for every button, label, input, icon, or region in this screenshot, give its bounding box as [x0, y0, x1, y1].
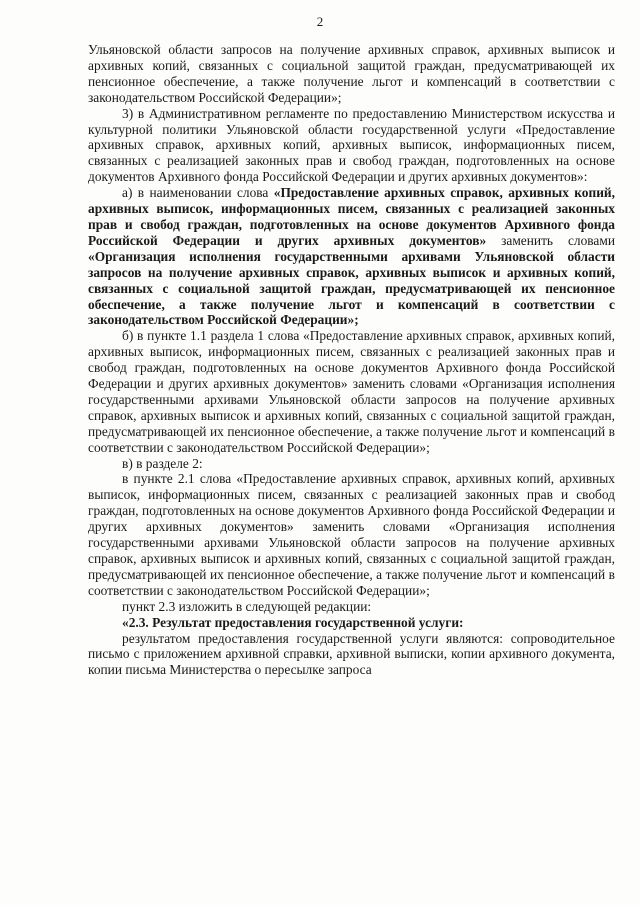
- document-body: [88, 42, 615, 678]
- item-a-old-title: «Предоставление архивных справок, архивных копий, архивных выписок, информационных писем, связанных с реализацией законных прав и свобод граждан, подготовленных на основе документов Архивного фонда Российской Федерации и других архивных документов»: [88, 185, 615, 248]
- paragraph-result: результатом предоставления государственной услуги являются: сопроводительное письмо с приложением архивной справки, архивной выписки, копии архивного документа, копии письма Министерства о пересылке запроса: [88, 630, 615, 678]
- paragraph-item-3: 3) в Административном регламенте по предоставлению Министерством искусства и культурной политики Ульяновской области государственной услуги «Предоставление архивных справок, архивных копий, архивных выписок, информационных писем, связанных с реализацией законных прав и свобод граждан, подготовленных на основе документов Архивного фонда Российской Федерации и других архивных документов»:: [88, 105, 615, 185]
- page-number: 2: [316, 14, 324, 29]
- paragraph-clause-2-3-intro: пункт 2.3 изложить в следующей редакции:: [122, 598, 372, 614]
- paragraph-item-b: б) в пункте 1.1 раздела 1 слова «Предоставление архивных справок, архивных копий, архивных выписок, информационных писем, связанных с реализацией законных прав и свобод граждан, подготовленных на основе документов Архивного фонда Российской Федерации и других архивных документов» заменить словами «Организация исполнения государственными архивами Ульяновской области запросов на получение архивных справок, архивных выписок и архивных копий, связанных с социальной защитой граждан, предусматривающей их пенсионное обеспечение, а также получение льгот и компенсаций в соответствии с законодательством Российской Федерации»;: [88, 328, 615, 455]
- paragraph-item-a: [88, 185, 615, 328]
- item-a-middle: заменить словами: [486, 232, 616, 248]
- paragraph-clause-2-1: в пункте 2.1 слова «Предоставление архивных справок, архивных копий, архивных выписок, информационных писем, связанных с реализацией законных прав и свобод граждан, подготовленных на основе документов Архивного фонда Российской Федерации и других архивных документов» заменить словами «Организация исполнения государственными архивами Ульяновской области запросов на получение архивных справок, архивных выписок и архивных копий, связанных с социальной защитой граждан, предусматривающей их пенсионное обеспечение, а также получение льгот и компенсаций в соответствии с законодательством Российской Федерации»;: [88, 471, 615, 598]
- item-a-prefix: а) в наименовании слова: [122, 185, 274, 201]
- paragraph-continuation: Ульяновской области запросов на получение архивных справок, архивных выписок и архивных копий, связанных с социальной защитой граждан, предусматривающей их пенсионное обеспечение, а также получение льгот и компенсаций в соответствии с законодательством Российской Федерации»;: [88, 42, 615, 105]
- item-a-new-title: «Организация исполнения государственными архивами Ульяновской области запросов на получение архивных справок, архивных выписок и архивных копий, связанных с социальной защитой граждан, предусматривающей их пенсионное обеспечение, а также получение льгот и компенсаций в соответствии с законодательством Российской Федерации»;: [88, 248, 615, 328]
- paragraph-item-v: в) в разделе 2:: [122, 455, 203, 471]
- section-heading-2-3: «2.3. Результат предоставления государственной услуги:: [122, 614, 464, 630]
